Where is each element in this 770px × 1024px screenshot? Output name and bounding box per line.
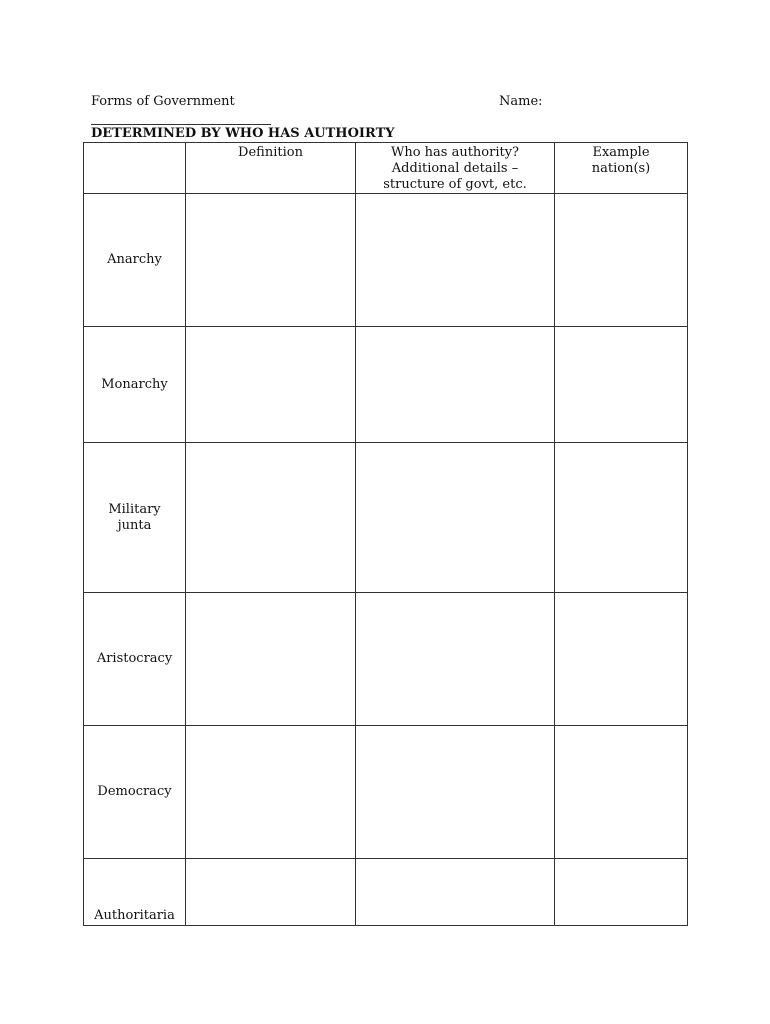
row-label-military-junta: Military junta: [84, 443, 186, 593]
example-cell[interactable]: [555, 443, 688, 593]
row-label-aristocracy: Aristocracy: [84, 593, 186, 726]
authority-cell[interactable]: [356, 194, 555, 327]
example-cell[interactable]: [555, 194, 688, 327]
header-definition: Definition: [186, 143, 356, 194]
section-heading: DETERMINED BY WHO HAS AUTHOIRTY: [91, 126, 395, 141]
table-row: [84, 443, 688, 593]
name-label: Name:: [499, 94, 543, 109]
header-example-nations: Example nation(s): [555, 143, 688, 194]
row-label-authoritarian: Authoritaria: [84, 859, 186, 926]
authority-cell[interactable]: [356, 327, 555, 443]
table-row: [84, 726, 688, 859]
example-cell[interactable]: [555, 859, 688, 926]
authority-cell[interactable]: [356, 443, 555, 593]
table-row: [84, 859, 688, 926]
table-row: [84, 194, 688, 327]
forms-of-government-table: [83, 142, 688, 926]
definition-cell[interactable]: [186, 859, 356, 926]
authority-cell[interactable]: [356, 593, 555, 726]
authority-cell[interactable]: [356, 859, 555, 926]
row-label-monarchy: Monarchy: [84, 327, 186, 443]
table-row: [84, 593, 688, 726]
document-title: Forms of Government: [91, 94, 235, 109]
table-header-row: [84, 143, 688, 194]
definition-cell[interactable]: [186, 194, 356, 327]
authority-cell[interactable]: [356, 726, 555, 859]
definition-cell[interactable]: [186, 593, 356, 726]
heading-rule: [91, 124, 271, 125]
header-who-has-authority: Who has authority? Additional details – structure of govt, etc.: [356, 143, 555, 194]
example-cell[interactable]: [555, 593, 688, 726]
table-row: [84, 327, 688, 443]
definition-cell[interactable]: [186, 443, 356, 593]
header-corner-cell: [84, 143, 186, 194]
example-cell[interactable]: [555, 726, 688, 859]
example-cell[interactable]: [555, 327, 688, 443]
row-label-democracy: Democracy: [84, 726, 186, 859]
definition-cell[interactable]: [186, 726, 356, 859]
definition-cell[interactable]: [186, 327, 356, 443]
row-label-anarchy: Anarchy: [84, 194, 186, 327]
